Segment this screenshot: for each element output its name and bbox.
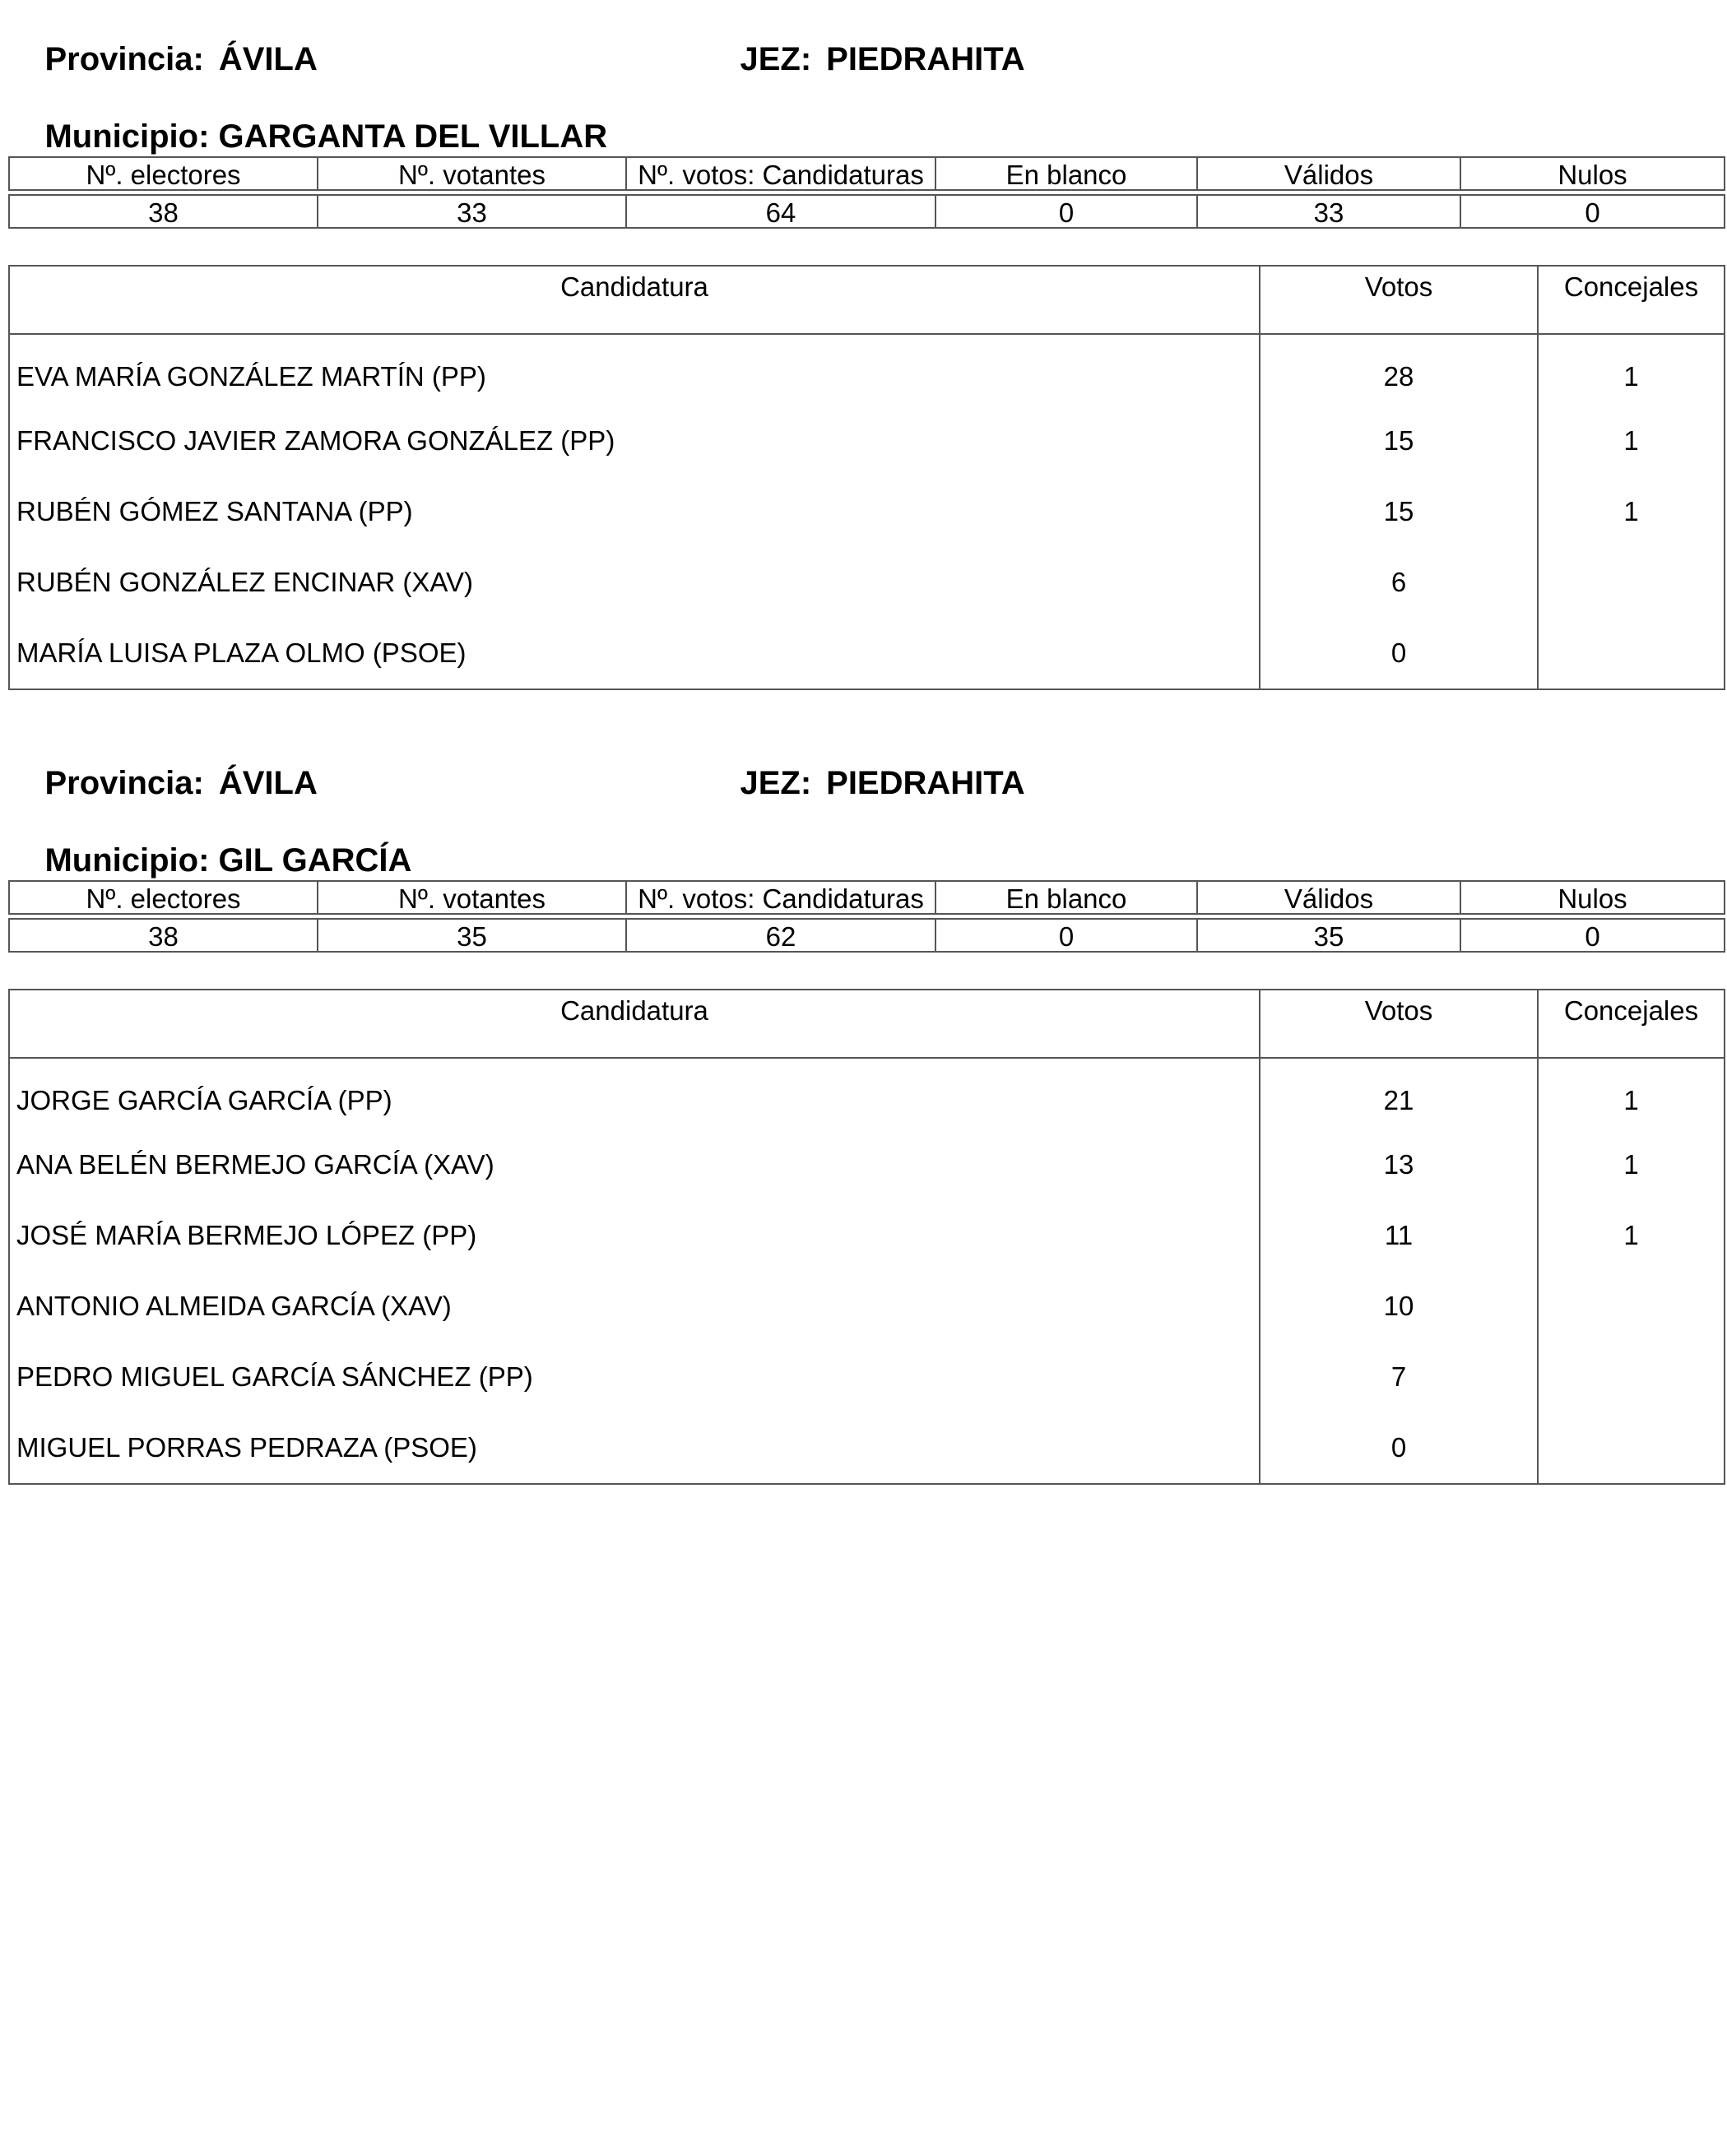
provincia-value: ÁVILA xyxy=(218,765,318,801)
candidate-concejales: 1 xyxy=(1538,406,1725,476)
stats-header-cell: En blanco xyxy=(935,881,1197,914)
candidate-row xyxy=(9,1271,1725,1342)
candidate-row xyxy=(9,1342,1725,1412)
stats-value-cell: 0 xyxy=(935,195,1197,228)
candidate-name: MIGUEL PORRAS PEDRAZA (PSOE) xyxy=(16,1432,477,1463)
candidate-row xyxy=(9,547,1725,618)
stats-table xyxy=(8,156,1725,229)
stats-value-cell: 33 xyxy=(318,195,626,228)
candidates-table xyxy=(8,265,1725,690)
candidatura-header: Candidatura xyxy=(9,266,1260,334)
municipio-value: GARGANTA DEL VILLAR xyxy=(218,118,608,155)
candidate-row xyxy=(9,618,1725,689)
stats-value-cell: 0 xyxy=(935,919,1197,952)
stats-value-cell: 62 xyxy=(626,919,935,952)
stats-header-cell: En blanco xyxy=(935,157,1197,190)
jez-label: JEZ: xyxy=(740,765,812,801)
candidate-concejales: 1 xyxy=(1538,334,1725,406)
concejales-header: Concejales xyxy=(1538,266,1725,334)
candidate-row xyxy=(9,1058,1725,1129)
stats-header-cell: Nº. votos: Candidaturas xyxy=(626,157,935,190)
provincia-label: Provincia: xyxy=(44,765,204,801)
stats-value-row xyxy=(9,919,1725,952)
candidate-votos: 6 xyxy=(1260,547,1538,618)
candidate-row xyxy=(9,476,1725,547)
stats-header-row xyxy=(9,157,1725,190)
candidate-concejales xyxy=(1538,1271,1725,1342)
stats-header-cell: Nº. votantes xyxy=(318,157,626,190)
candidate-row xyxy=(9,1412,1725,1484)
stats-value-cell: 33 xyxy=(1197,195,1460,228)
stats-header-cell: Válidos xyxy=(1197,157,1460,190)
candidate-row xyxy=(9,406,1725,476)
candidate-row xyxy=(9,334,1725,406)
provincia-value: ÁVILA xyxy=(218,41,318,77)
candidate-name: RUBÉN GONZÁLEZ ENCINAR (XAV) xyxy=(16,567,473,597)
candidate-concejales: 1 xyxy=(1538,1058,1725,1129)
candidate-concejales xyxy=(1538,618,1725,689)
stats-value-cell: 64 xyxy=(626,195,935,228)
candidate-votos: 0 xyxy=(1260,618,1538,689)
stats-value-cell: 35 xyxy=(318,919,626,952)
candidate-name: JOSÉ MARÍA BERMEJO LÓPEZ (PP) xyxy=(16,1220,477,1250)
stats-header-cell: Nulos xyxy=(1460,881,1725,914)
stats-header-cell: Nulos xyxy=(1460,157,1725,190)
jez-header xyxy=(703,10,1025,109)
stats-header-cell: Nº. votos: Candidaturas xyxy=(626,881,935,914)
candidate-votos: 13 xyxy=(1260,1129,1538,1200)
candidate-concejales xyxy=(1538,1342,1725,1412)
concejales-header: Concejales xyxy=(1538,990,1725,1058)
stats-header-row xyxy=(9,881,1725,914)
municipio-label: Municipio: xyxy=(44,118,210,155)
municipio-label: Municipio: xyxy=(44,842,210,879)
stats-value-cell: 35 xyxy=(1197,919,1460,952)
candidate-name: EVA MARÍA GONZÁLEZ MARTÍN (PP) xyxy=(16,361,486,392)
candidate-row xyxy=(9,1129,1725,1200)
candidatura-header: Candidatura xyxy=(9,990,1260,1058)
candidate-votos: 7 xyxy=(1260,1342,1538,1412)
stats-header-cell: Nº. electores xyxy=(9,157,318,190)
candidate-votos: 28 xyxy=(1260,334,1538,406)
stats-table xyxy=(8,880,1725,953)
stats-value-cell: 38 xyxy=(9,195,318,228)
candidate-votos: 11 xyxy=(1260,1200,1538,1271)
candidate-concejales: 1 xyxy=(1538,1129,1725,1200)
jez-value: PIEDRAHITA xyxy=(826,765,1025,801)
candidate-name: FRANCISCO JAVIER ZAMORA GONZÁLEZ (PP) xyxy=(16,425,615,456)
candidate-votos: 21 xyxy=(1260,1058,1538,1129)
provincia-label: Provincia: xyxy=(44,41,204,77)
candidate-name: PEDRO MIGUEL GARCÍA SÁNCHEZ (PP) xyxy=(16,1361,533,1392)
stats-value-row xyxy=(9,195,1725,228)
candidate-name: RUBÉN GÓMEZ SANTANA (PP) xyxy=(16,496,413,526)
candidate-votos: 0 xyxy=(1260,1412,1538,1484)
municipio-value: GIL GARCÍA xyxy=(218,842,412,879)
candidate-row xyxy=(9,1200,1725,1271)
stats-value-cell: 0 xyxy=(1460,919,1725,952)
stats-header-cell: Nº. votantes xyxy=(318,881,626,914)
candidate-votos: 15 xyxy=(1260,406,1538,476)
stats-header-cell: Válidos xyxy=(1197,881,1460,914)
jez-value: PIEDRAHITA xyxy=(826,41,1025,77)
candidates-table xyxy=(8,989,1725,1485)
candidate-concejales xyxy=(1538,547,1725,618)
stats-value-cell: 38 xyxy=(9,919,318,952)
candidate-name: ANTONIO ALMEIDA GARCÍA (XAV) xyxy=(16,1291,452,1321)
candidate-name: JORGE GARCÍA GARCÍA (PP) xyxy=(16,1085,392,1115)
candidate-name: MARÍA LUISA PLAZA OLMO (PSOE) xyxy=(16,638,467,668)
candidate-name: ANA BELÉN BERMEJO GARCÍA (XAV) xyxy=(16,1149,494,1180)
votos-header: Votos xyxy=(1260,990,1538,1058)
candidate-concejales: 1 xyxy=(1538,1200,1725,1271)
candidates-header-row xyxy=(9,990,1725,1058)
candidate-votos: 10 xyxy=(1260,1271,1538,1342)
stats-header-cell: Nº. electores xyxy=(9,881,318,914)
jez-header xyxy=(703,734,1025,832)
votos-header: Votos xyxy=(1260,266,1538,334)
jez-label: JEZ: xyxy=(740,41,812,77)
candidate-concejales xyxy=(1538,1412,1725,1484)
candidates-header-row xyxy=(9,266,1725,334)
candidate-votos: 15 xyxy=(1260,476,1538,547)
stats-value-cell: 0 xyxy=(1460,195,1725,228)
candidate-concejales: 1 xyxy=(1538,476,1725,547)
